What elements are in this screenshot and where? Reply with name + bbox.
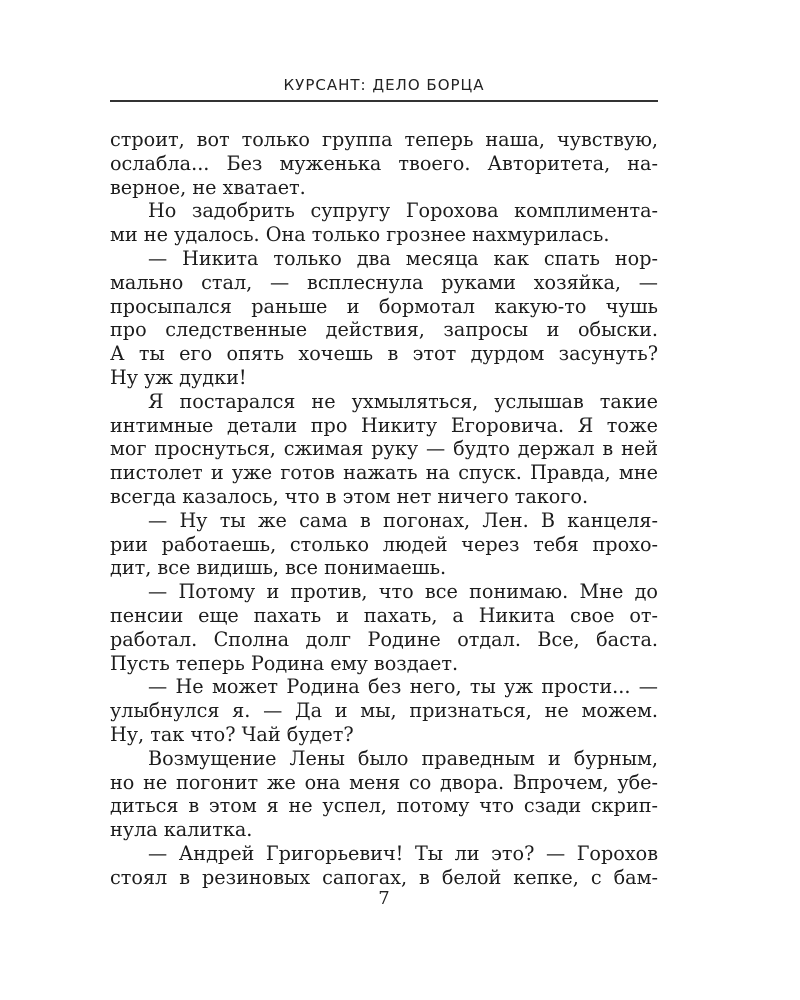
text-line: — Никита только два месяца как спать нор- <box>148 246 658 270</box>
text-line: Пусть теперь Родина ему воздает. <box>110 651 459 675</box>
text-line: Но задобрить супругу Горохова комплимента- <box>148 199 658 223</box>
text-line: мально стал, — всплеснула руками хозяйка, — <box>110 270 658 294</box>
body-text <box>110 128 658 890</box>
text-line: интимные детали про Никиту Егоровича. Я тоже <box>110 413 658 437</box>
text-line: Ну, так что? Чай будет? <box>110 722 354 746</box>
text-line: про следственные действия, запросы и обыски. <box>110 318 658 342</box>
text-line: стоял в резиновых сапогах, в белой кепке, с бам- <box>110 865 658 889</box>
text-line: строит, вот только группа теперь наша, чувствую, <box>110 128 658 151</box>
text-line: Ну уж дудки! <box>110 365 247 389</box>
text-line: А ты его опять хочешь в этот дурдом засунуть? <box>110 342 658 366</box>
text-line: — Андрей Григорьевич! Ты ли это? — Горохов <box>148 841 658 865</box>
text-line: улыбнулся я. — Да и мы, признаться, не можем. <box>110 699 658 723</box>
text-line: ми не удалось. Она только грознее нахмурилась. <box>110 223 610 247</box>
text-line: нула калитка. <box>110 818 253 842</box>
text-line: — Потому и против, что все понимаю. Мне до <box>148 580 658 604</box>
text-line: пенсии еще пахать и пахать, а Никита свое от- <box>110 603 658 627</box>
text-line: ослабла... Без муженька твоего. Авторитета, на- <box>110 151 658 175</box>
text-line: — Не может Родина без него, ты уж прости... — <box>148 675 658 699</box>
text-line: мог проснуться, сжимая руку — будто держал в ней <box>110 437 658 461</box>
text-line: — Ну ты же сама в погонах, Лен. В канцеля- <box>148 508 658 532</box>
text-line: дит, все видишь, все понимаешь. <box>110 556 447 580</box>
text-line: просыпался раньше и бормотал какую-то чушь <box>110 294 658 318</box>
page-number: 7 <box>378 888 390 909</box>
text-line: работал. Сполна долг Родине отдал. Все, баста. <box>110 627 658 651</box>
text-line: рии работаешь, столько людей через тебя прохо- <box>110 532 658 556</box>
text-line: верное, не хватает. <box>110 175 306 199</box>
text-line: пистолет и уже готов нажать на спуск. Правда, мне <box>110 461 658 485</box>
text-line: но не погонит же она меня со двора. Впрочем, убе- <box>110 770 658 794</box>
text-line: Возмущение Лены было праведным и бурным, <box>148 746 658 770</box>
header-rule <box>110 100 658 102</box>
text-line: всегда казалось, что в этом нет ничего такого. <box>110 484 589 508</box>
text-line: диться в этом я не успел, потому что сзади скрип- <box>110 794 658 818</box>
text-line: Я постарался не ухмыляться, услышав такие <box>148 389 658 413</box>
running-title: КУРСАНТ: ДЕЛО БОРЦА <box>283 76 485 94</box>
